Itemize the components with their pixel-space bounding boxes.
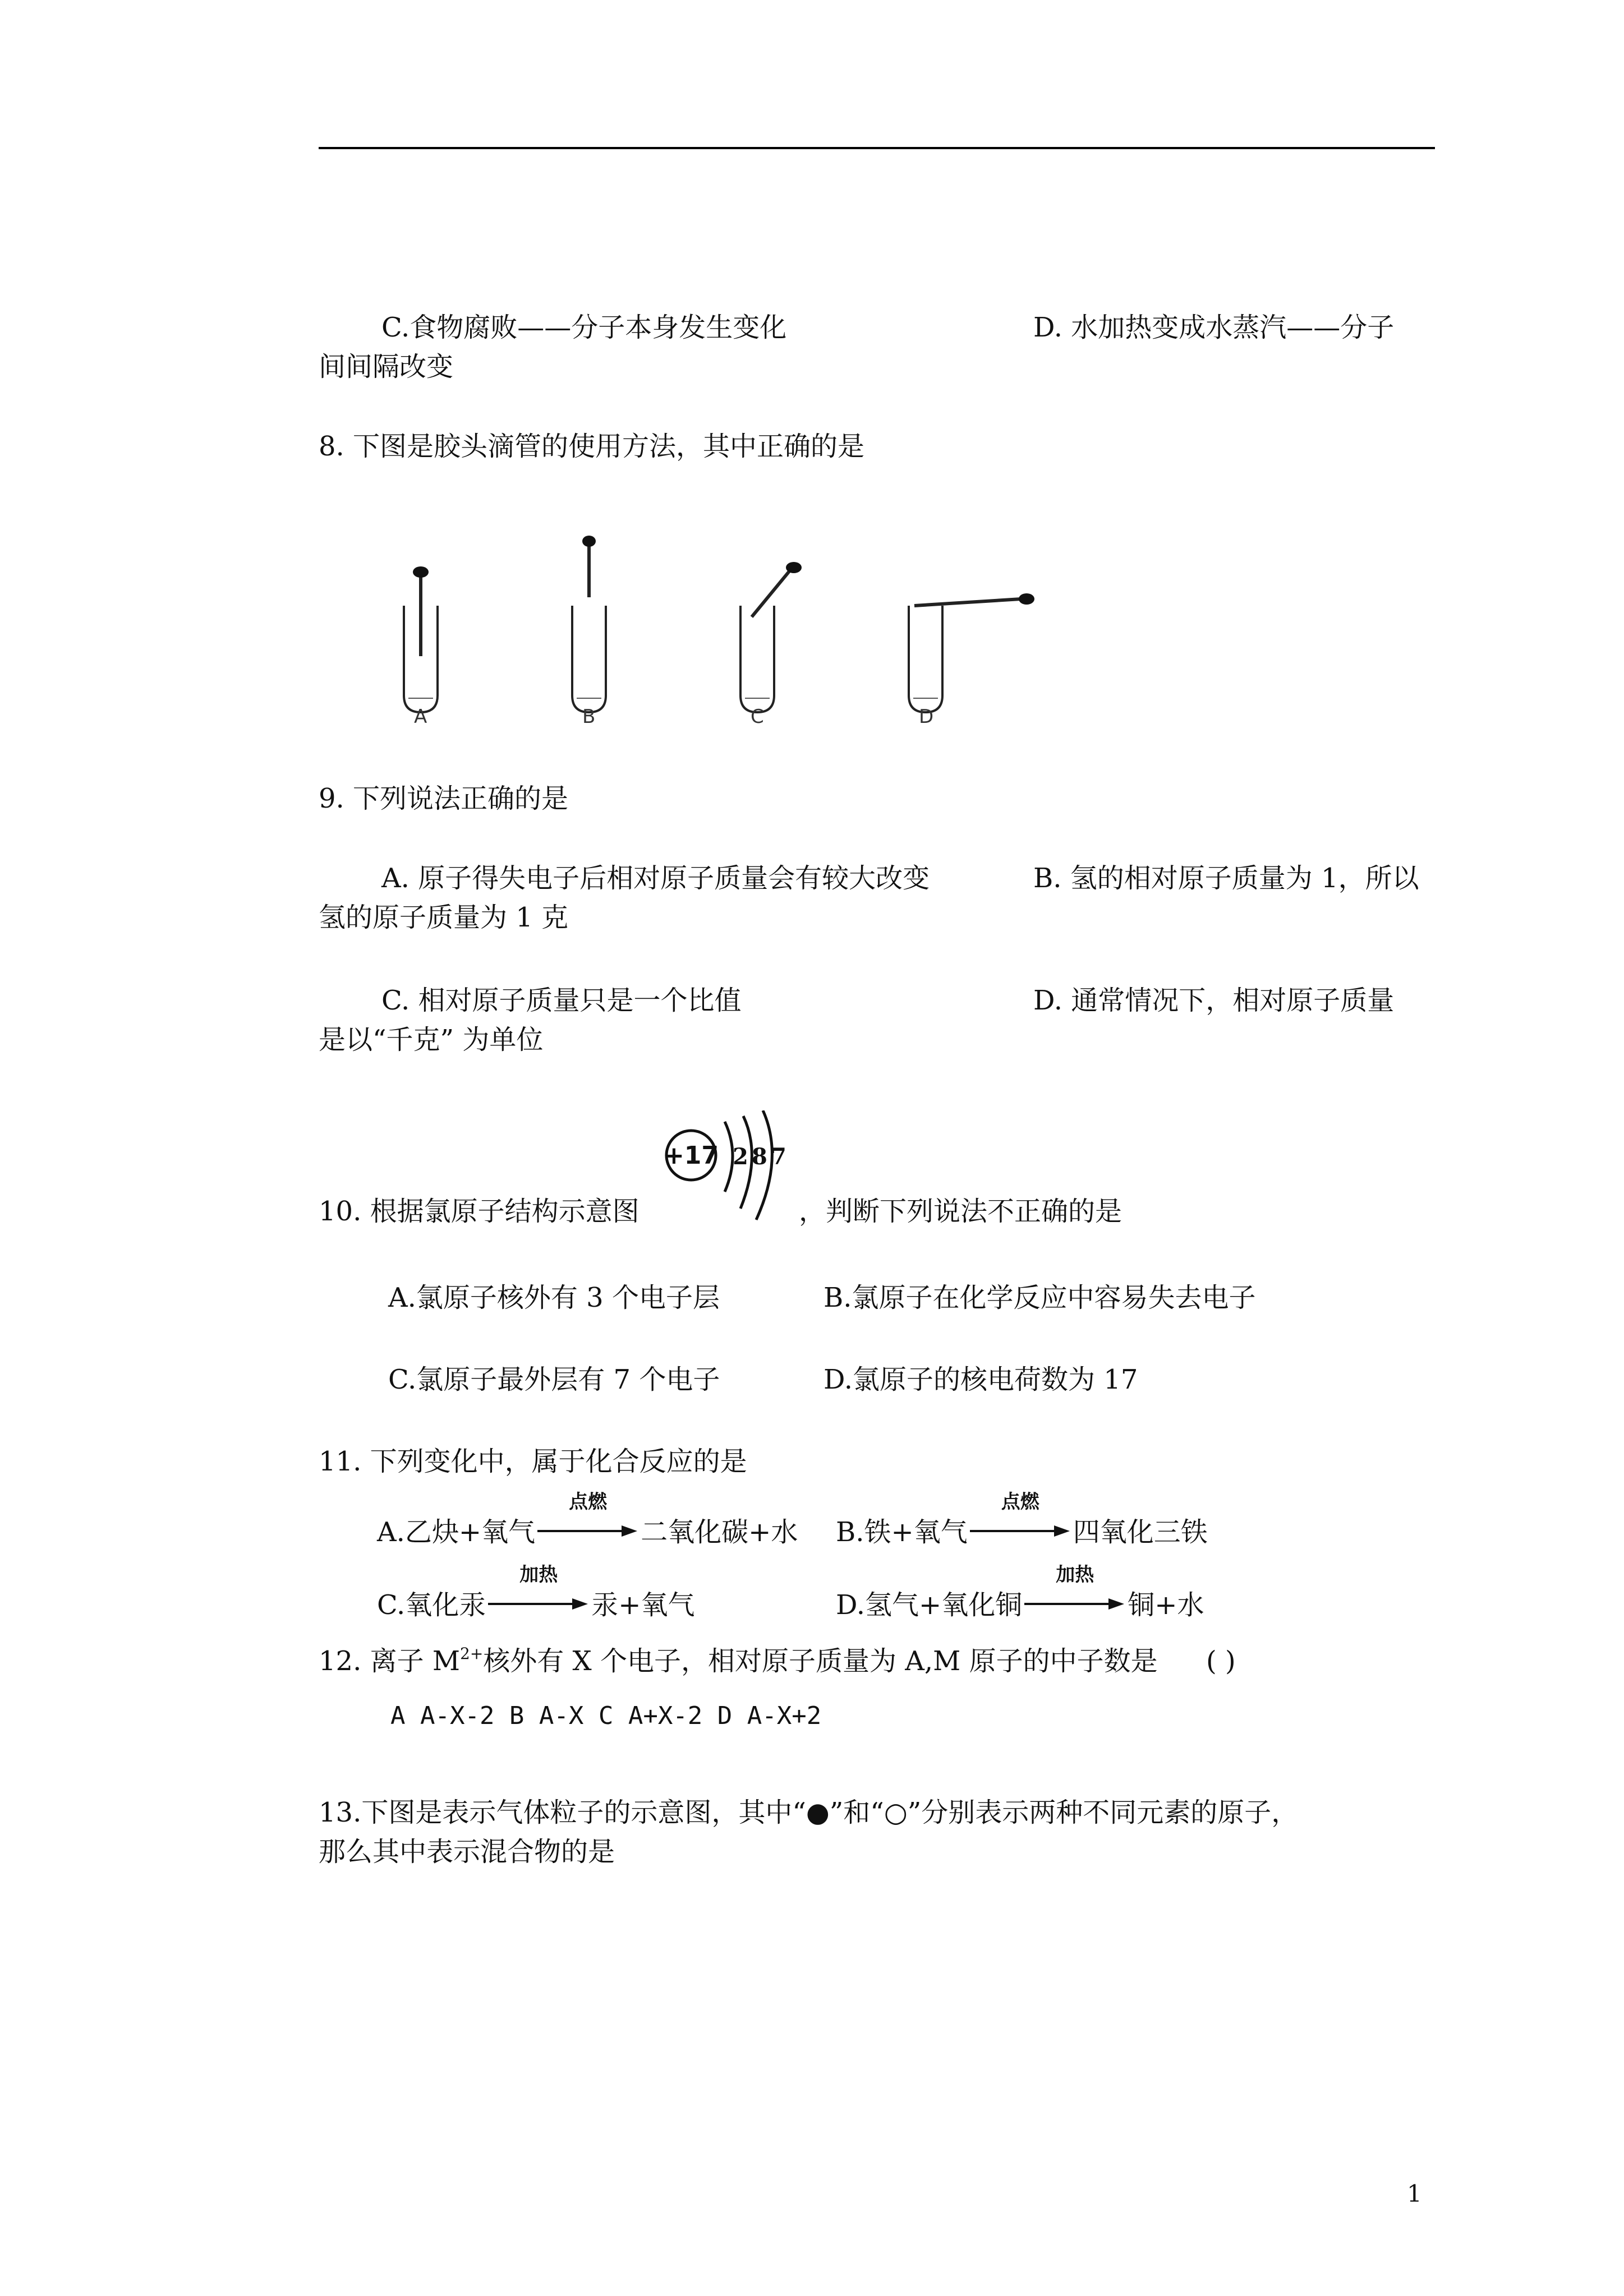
q9-option-b-line2: 氢的原子质量为 1 克 <box>319 902 569 933</box>
q11-option-a <box>377 1491 798 1550</box>
q11-c-reactants: C.氧化汞 <box>377 1589 486 1621</box>
q13-line2: 那么其中表示混合物的是 <box>319 1836 615 1868</box>
q7-option-d-line2: 间间隔改变 <box>319 351 454 382</box>
q9-option-d-line1: D. 通常情况下，相对原子质量 <box>1033 985 1395 1016</box>
atom-shell-2: 8 <box>752 1144 767 1170</box>
q8-stem: 8. 下图是胶头滴管的使用方法，其中正确的是 <box>319 431 865 462</box>
q12-options: A A-X-2 B A-X C A+X-2 D A-X+2 <box>390 1702 822 1730</box>
q11-a-condition: 点燃 <box>569 1491 608 1513</box>
atom-shell-3: 7 <box>771 1144 786 1170</box>
atom-shell-1: 2 <box>733 1144 748 1170</box>
q11-b-products: 四氧化三铁 <box>1073 1516 1208 1548</box>
q7-option-d-line1: D. 水加热变成水蒸汽——分子 <box>1033 312 1395 343</box>
q11-stem: 11. 下列变化中，属于化合反应的是 <box>319 1446 747 1477</box>
q11-a-arrow <box>537 1491 638 1543</box>
atom-nucleus-label: +17 <box>663 1141 719 1170</box>
q9-option-a: A. 原子得失电子后相对原子质量会有较大改变 <box>381 863 930 894</box>
q11-b-arrow <box>970 1491 1071 1543</box>
q11-d-arrow <box>1024 1564 1125 1616</box>
q11-d-reactants: D.氢气+氧化铜 <box>836 1589 1023 1621</box>
q12-stem-post: 核外有 X 个电子，相对原子质量为 A,M 原子的中子数是 <box>483 1645 1158 1677</box>
dropper-figure <box>393 527 1055 740</box>
q10-stem-after: ，判断下列说法不正确的是 <box>799 1196 1122 1227</box>
dropper-label-c: C <box>751 706 764 728</box>
q11-a-products: 二氧化碳+水 <box>641 1516 798 1548</box>
q11-c-products: 汞+氧气 <box>591 1589 695 1621</box>
q12-answer-paren: ( ) <box>1206 1645 1236 1677</box>
q9-option-c: C. 相对原子质量只是一个比值 <box>381 985 742 1016</box>
q11-option-c <box>377 1564 695 1623</box>
q11-option-d <box>836 1564 1204 1623</box>
page-number: 1 <box>1407 2180 1422 2207</box>
q11-c-condition: 加热 <box>519 1564 558 1586</box>
q12-charge-superscript: 2+ <box>460 1644 484 1663</box>
chlorine-atom-diagram <box>662 1110 797 1228</box>
q13-line1: 13.下图是表示气体粒子的示意图，其中“●”和“○”分别表示两种不同元素的原子， <box>319 1797 1299 1828</box>
header-rule <box>319 147 1435 149</box>
q11-d-condition: 加热 <box>1056 1564 1094 1586</box>
dropper-label-d: D <box>919 706 934 728</box>
q7-option-c: C.食物腐败——分子本身发生变化 <box>381 312 787 343</box>
q11-b-reactants: B.铁+氧气 <box>836 1516 968 1548</box>
q11-d-products: 铜+水 <box>1128 1589 1204 1621</box>
q9-option-d-line2: 是以“千克” 为单位 <box>319 1024 544 1055</box>
q10-option-d: D.氯原子的核电荷数为 17 <box>823 1364 1138 1395</box>
q9-option-b-line1: B. 氢的相对原子质量为 1，所以 <box>1033 863 1419 894</box>
q12-stem-pre: 12. 离子 M <box>319 1645 461 1677</box>
q10-option-a: A.氯原子核外有 3 个电子层 <box>388 1282 720 1313</box>
q10-option-b: B.氯原子在化学反应中容易失去电子 <box>823 1282 1256 1313</box>
dropper-label-a: A <box>414 706 427 728</box>
q10-option-c: C.氯原子最外层有 7 个电子 <box>388 1364 720 1395</box>
q10-stem-before: 10. 根据氯原子结构示意图 <box>319 1196 640 1227</box>
q11-c-arrow <box>488 1564 589 1616</box>
q11-option-b <box>836 1491 1208 1550</box>
q12-stem <box>319 1643 1158 1683</box>
dropper-label-b: B <box>582 706 596 728</box>
q11-a-reactants: A.乙炔+氧气 <box>377 1516 536 1548</box>
q9-stem: 9. 下列说法正确的是 <box>319 783 569 814</box>
q11-b-condition: 点燃 <box>1001 1491 1039 1513</box>
